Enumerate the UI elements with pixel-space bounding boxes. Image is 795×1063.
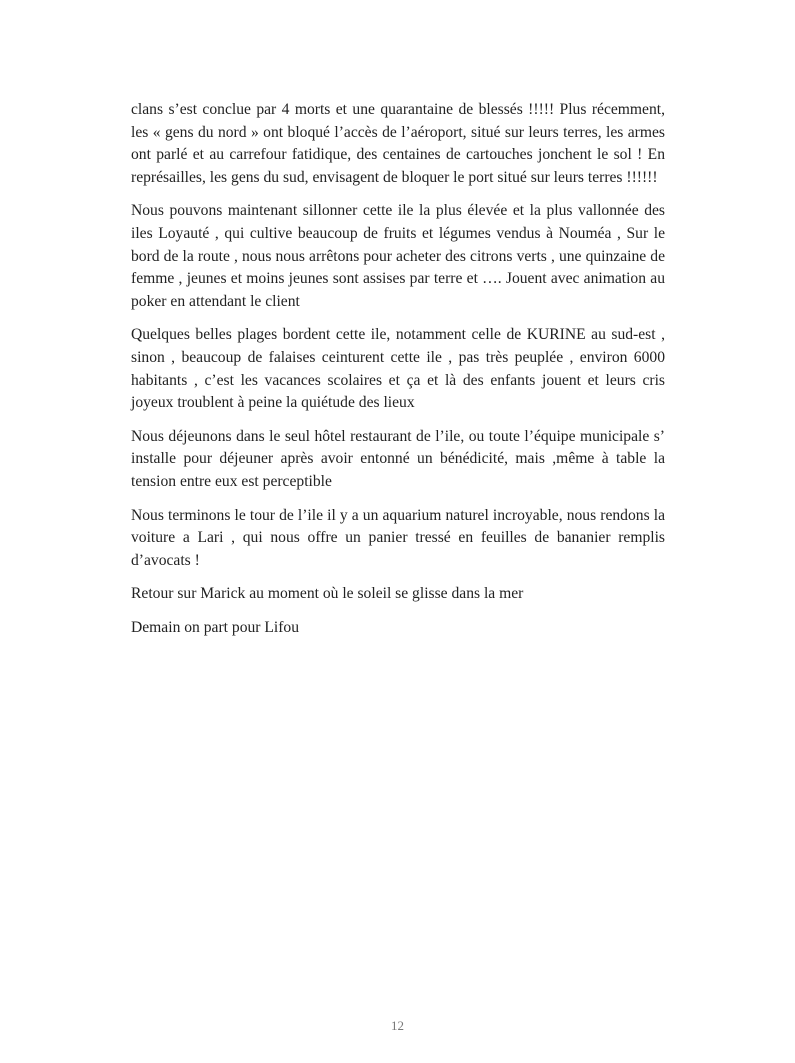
page-body xyxy=(131,99,665,650)
paragraph-6: Retour sur Marick au moment où le soleil se glisse dans la mer xyxy=(131,585,524,603)
paragraph-5: Nous terminons le tour de l’ile il y a un aquarium naturel incroyable, nous rendons la voiture a Lari , qui nous offre un panier tressé en feuilles de bananier remplis d’avocats ! xyxy=(131,506,665,569)
page-number: 12 xyxy=(391,1018,404,1033)
paragraph-2: Nous pouvons maintenant sillonner cette ile la plus élevée et la plus vallonnée des iles Loyauté , qui cultive beaucoup de fruits et légumes vendus à Nouméa , Sur le bord de la route , nous nous arrêtons pour acheter des citrons verts , une quinzaine de femme , jeunes et moins jeunes sont assises par terre et …. Jouent avec animation au poker en attendant le client xyxy=(131,202,665,310)
paragraph-3: Quelques belles plages bordent cette ile, notamment celle de KURINE au sud-est , sinon , beaucoup de falaises ceinturent cette ile , pas très peuplée , environ 6000 habitants , c’est les vacances scolaires et ça et là des enfants jouent et leurs cris joyeux troublent à peine la quiétude des lieux xyxy=(131,326,665,412)
paragraph-1: clans s’est conclue par 4 morts et une quarantaine de blessés !!!!! Plus récemment, les « gens du nord » ont bloqué l’accès de l’aéroport, situé sur leurs terres, les armes ont parlé et au carrefour fatidique, des centaines de cartouches jonchent le sol ! En représailles, les gens du sud, envisagent de bloquer le port situé sur leurs terres !!!!!! xyxy=(131,101,665,186)
paragraph-7: Demain on part pour Lifou xyxy=(131,618,300,636)
paragraph-4: Nous déjeunons dans le seul hôtel restaurant de l’ile, ou toute l’équipe municipale s’ installe pour déjeuner après avoir entonné un bénédicité, mais ,même à table la tension entre eux est perceptible xyxy=(131,427,665,490)
